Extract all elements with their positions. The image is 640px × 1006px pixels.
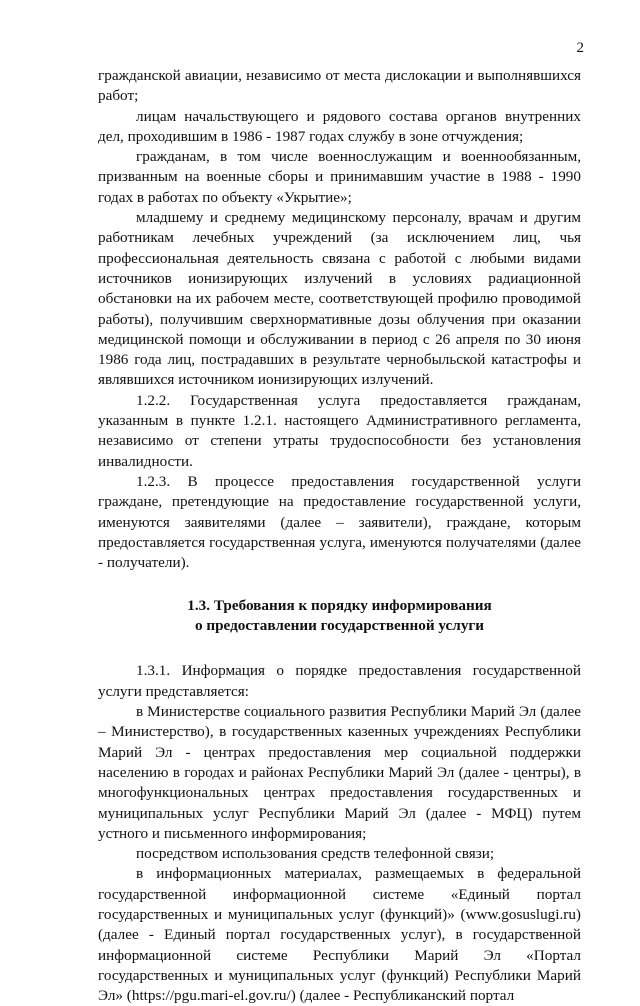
paragraph-telephone: посредством использования средств телефонной связи; bbox=[136, 845, 495, 863]
paragraph-aviation: гражданской авиации, независимо от места дислокации и выполнявшихся работ; bbox=[98, 67, 581, 105]
paragraph-info-materials: в информационных материалах, размещаемых в федеральной государственной информационной системе «Единый портал государственных и муниципальных услуг (функций)» (www.gosuslugi.ru) (далее - Единый портал государственных услуг), в государственной информационной системе Республики Марий Эл «Портал государственных и муниципальных услуг (функций) Республики Марий Эл» (https://pgu.mari-el.gov.ru/) (далее - Республиканский портал bbox=[98, 865, 581, 1005]
paragraph-1-2-3: 1.2.3. В процессе предоставления государственной услуги граждане, претендующие на предоставление государственной услуги, именуются заявителями (далее – заявители), граждане, которым предоставляется государственная услуга, именуются получателями (далее - получатели). bbox=[98, 472, 581, 572]
paragraph-ministry-info: в Министерстве социального развития Республики Марий Эл (далее – Министерство), в государственных казенных учреждениях Республики Марий Эл - центрах предоставления мер социальной поддержки населению в городах и районах Республики Марий Эл (далее - центры), в многофункциональных центрах предоставления государственных и муниципальных услуг Республики Марий Эл (далее - МФЦ) путем устного и письменного информирования; bbox=[98, 703, 581, 842]
section-heading-1-3 bbox=[98, 596, 581, 636]
document-body bbox=[98, 66, 581, 1006]
paragraph-internal-affairs: лицам начальствующего и рядового состава органов внутренних дел, проходившим в 1986 - 1987 годах службу в зоне отчуждения; bbox=[98, 107, 581, 145]
paragraph-military-shelter: гражданам, в том числе военнослужащим и военнообязанным, призванным на военные сборы и принимавшим участие в 1988 - 1990 годах в работах по объекту «Укрытие»; bbox=[98, 148, 581, 206]
paragraph-1-3-1: 1.3.1. Информация о порядке предоставления государственной услуги представляется: bbox=[98, 662, 581, 700]
section-heading-line-2: о предоставлении государственной услуги bbox=[194, 617, 485, 635]
paragraph-medical-staff: младшему и среднему медицинскому персоналу, врачам и другим работникам лечебных учреждений (за исключением лиц, чья профессиональная деятельность связана с работой с любыми видами источников ионизирующих излучений в условиях радиационной обстановки на их рабочем месте, соответствующей профилю проводимой работы), получившим сверхнормативные дозы облучения при оказании медицинской помощи и обслуживании в период с 26 апреля по 30 июня 1986 года лиц, пострадавших в результате чернобыльской катастрофы и являвшихся источником ионизирующих излучений. bbox=[98, 209, 581, 389]
page-number: 2 bbox=[576, 40, 584, 56]
paragraph-1-2-2: 1.2.2. Государственная услуга предоставляется гражданам, указанным в пункте 1.2.1. настоящего Административного регламента, независимо от степени утраты трудоспособности без установления инвалидности. bbox=[98, 391, 581, 470]
section-heading-line-1: 1.3. Требования к порядку информирования bbox=[187, 597, 492, 615]
